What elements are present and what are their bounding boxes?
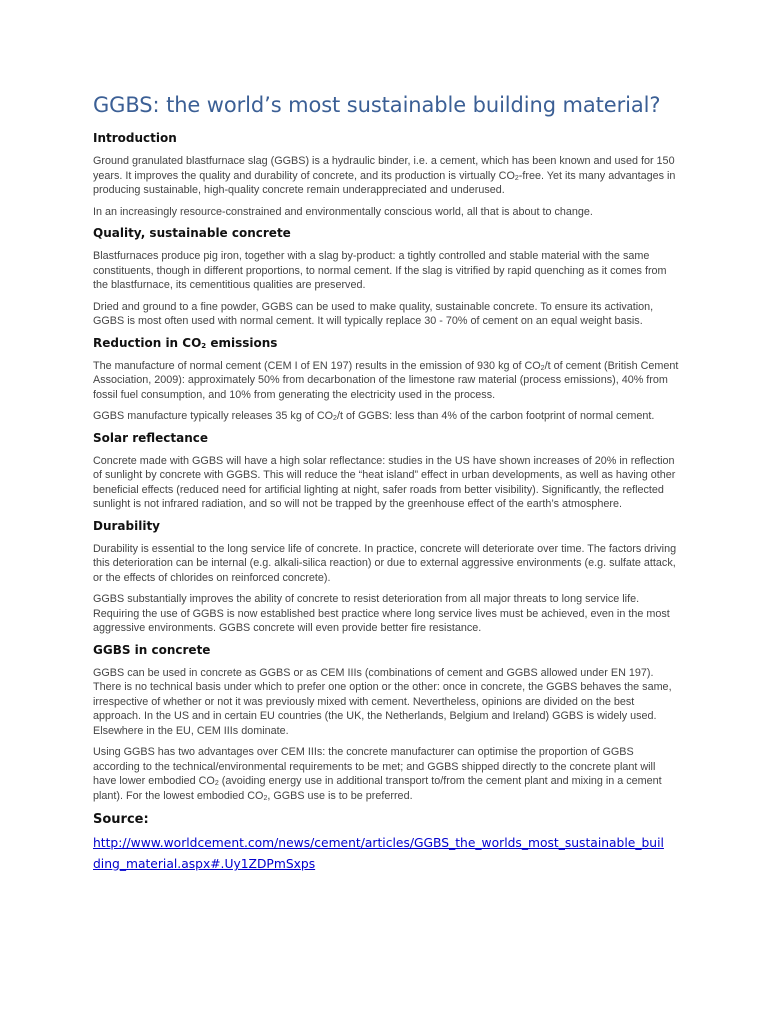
body-paragraph: Dried and ground to a fine powder, GGBS can be used to make quality, sustainable concrete. To ensure its activation, GGBS is most often used with normal cement. It will typically replace 30 - 70% of cement on an equal weight basis. [93, 300, 654, 327]
body-paragraph: GGBS manufacture typically releases 35 kg of $CO_2/t$ of GGBS: less than 4% of the carbon footprint of normal cement. [93, 410, 655, 422]
document-body [93, 130, 681, 803]
body-paragraph: GGBS can be used in concrete as GGBS or as CEM IIIs (combinations of cement and GGBS allowed under EN 197). There is no technical basis under which to prefer one option or the other: once in concrete, the GGBS behaves the same, irrespective of whether or not it was previously mixed with cement. Nevertheless, opinions are divided on the best approach. In the US and in certain EU countries (the UK, the Netherlands, Belgium and Ireland) GGBS is widely used. Elsewhere in the EU, CEM IIIs dominate. [93, 666, 672, 737]
section-heading: GGBS in concrete [93, 642, 211, 657]
subscript: 2 [201, 341, 207, 350]
body-paragraph: The manufacture of normal cement (CEM I of EN 197) results in the emission of 930 kg of $CO_2/t$ of cement (British Cement Association, 2009): approximately 50% from decarbonation of the limestone raw material (process emissions), 40% from fossil fuel consumption, and 10% from generating the electricity used in the process. [93, 359, 679, 401]
body-paragraph: Ground granulated blastfurnace slag (GGBS) is a hydraulic binder, i.e. a cement, which has been known and used for 150 years. It improves the quality and durability of concrete, and its production is virtually $CO_2$-free. Yet its many advantages in producing sustainable, high-quality concrete remain underappreciated and underused. [93, 155, 676, 196]
body-paragraph: Durability is essential to the long service life of concrete. In practice, concrete will deteriorate over time. The factors driving this deterioration can be internal (e.g. alkali-silica reaction) or due to external aggressive environments (e.g. sulfate attack, or the effects of chlorides on reinforced concrete). [93, 542, 677, 584]
subscript: 2 [333, 415, 337, 422]
document-page [93, 92, 681, 875]
subscript: 2 [514, 174, 519, 182]
section [93, 518, 681, 636]
section-heading: Introduction [93, 131, 177, 145]
body-paragraph: Concrete made with GGBS will have a high solar reflectance: studies in the US have shown increases of 20% in reflection of sunlight by concrete with GGBS. This will reduce the “heat island” effect in urban developments, as well as having other beneficial effects (reduced need for artificial lighting at night, safer roads from better visibility). Significantly, the reflected sunlight is not infrared radiation, and so will not be trapped by the greenhouse effect of the earth’s atmosphere. [93, 454, 676, 510]
subscript: 2 [263, 794, 268, 802]
section-heading: Reduction in $CO_2$ emissions [93, 335, 278, 350]
body-paragraph: In an increasingly resource-constrained and environmentally conscious world, all that is about to change. [93, 205, 593, 218]
body-paragraph: Using GGBS has two advantages over CEM IIIs: the concrete manufacturer can optimise the proportion of GGBS according to the technical/environmental requirements to be met; and GGBS shipped directly to the concrete plant will have lower embodied $CO_2$ (avoiding energy use in additional transport to/from the cement plant and mixing in a cement plant). For the lowest embodied $CO_2$, GGBS use is to be preferred. [93, 746, 662, 802]
section-heading: Solar reflectance [93, 430, 209, 445]
subscript: 2 [540, 364, 545, 372]
source-link[interactable]: http://www.worldcement.com/news/cement/articles/GGBS_the_worlds_most_sustainable_building_material.aspx#.Uy1ZDPmSxps [93, 836, 664, 871]
section [93, 335, 681, 424]
body-paragraph: GGBS substantially improves the ability of concrete to resist deterioration from all major threats to long service life. Requiring the use of GGBS is now established best practice where long service lives must be achieved, even in the most aggressive environments. GGBS concrete will even provide better fire resistance. [93, 593, 670, 634]
body-paragraph: Blastfurnaces produce pig iron, together with a slag by-product: a tightly controlled and stable material with the same constituents, though in different proportions, to normal cement. If the slag is vitrified by rapid quenching as it comes from the blastfurnace, its cementitious qualities are preserved. [93, 250, 667, 291]
section-heading: Durability [93, 518, 161, 533]
section [93, 430, 681, 512]
source-label: Source: [93, 812, 149, 827]
section [93, 130, 681, 219]
section-heading: Quality, sustainable concrete [93, 226, 291, 240]
section [93, 225, 681, 329]
document-title: GGBS: the world’s most sustainable building material? [93, 93, 661, 117]
subscript: 2 [214, 780, 219, 787]
section [93, 642, 681, 804]
